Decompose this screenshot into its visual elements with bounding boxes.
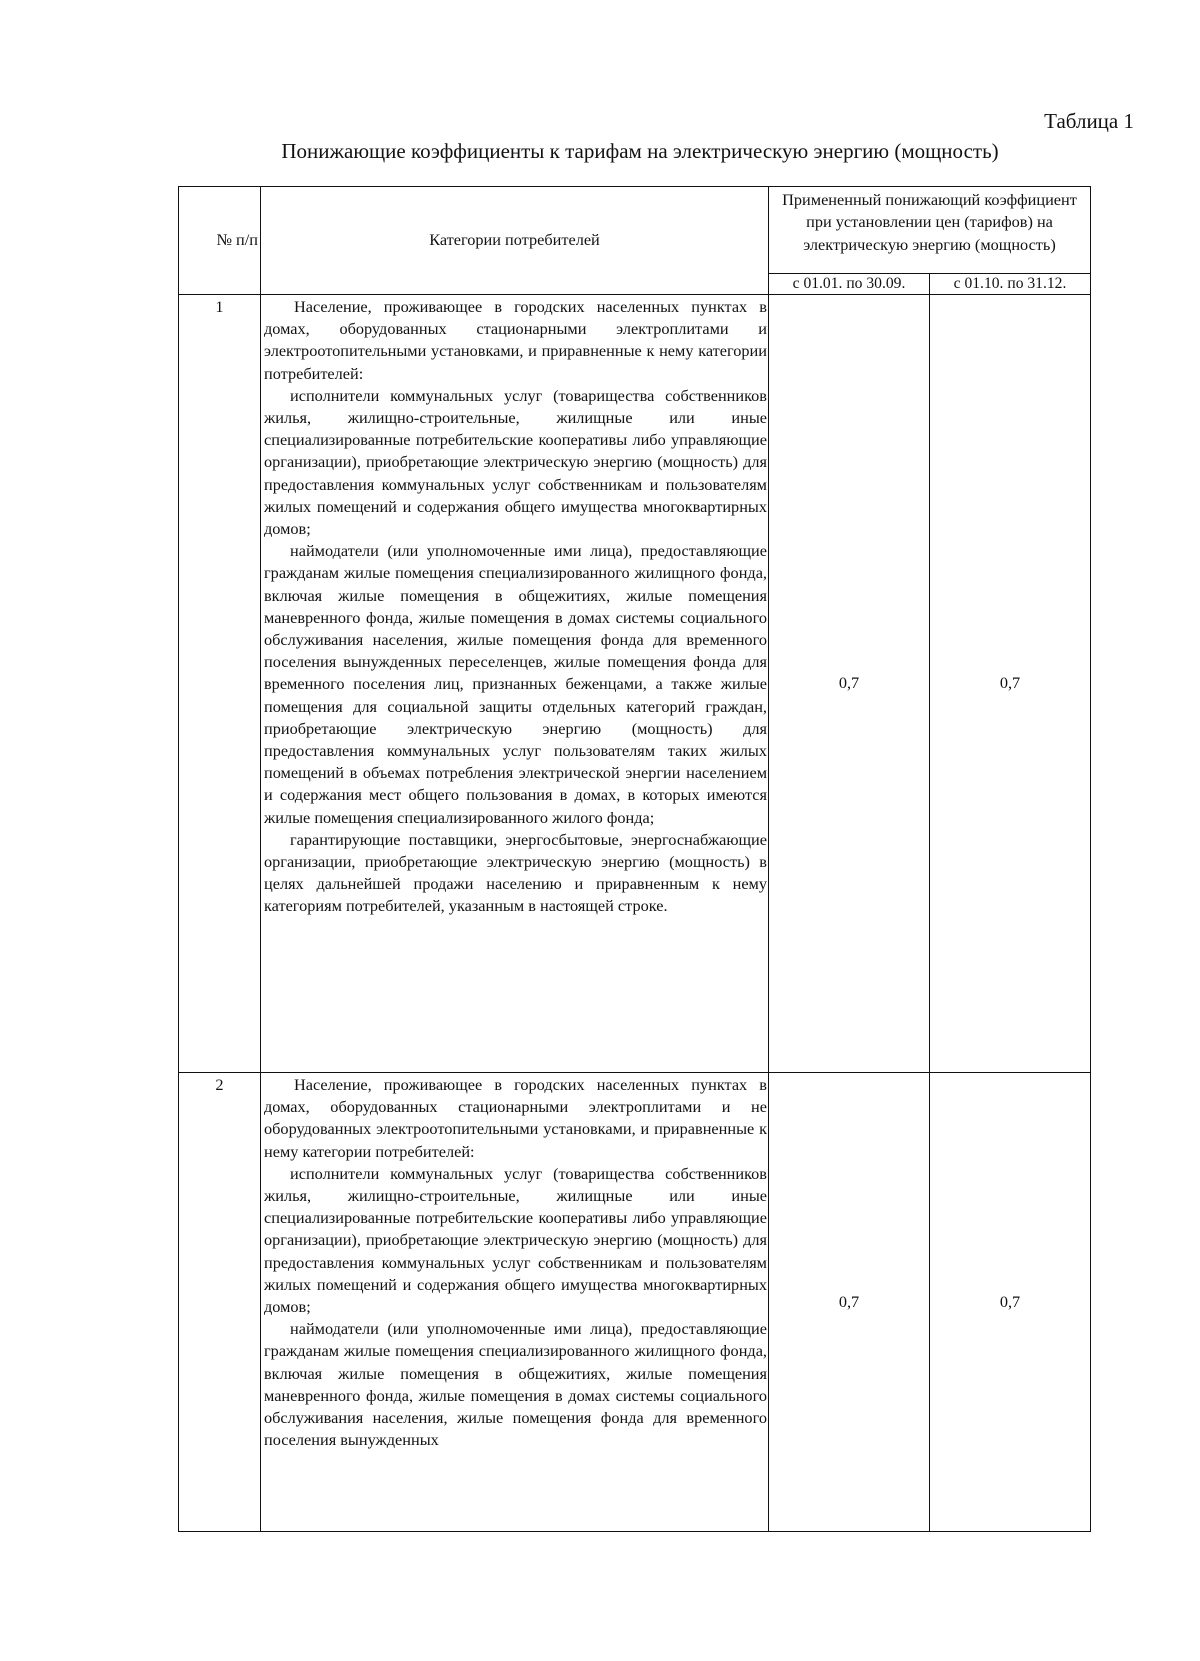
coefficients-table (178, 186, 1091, 1532)
header-row (179, 187, 1091, 274)
category-paragraph: наймодатели (или уполномоченные ими лица), предоставляющие гражданам жилые помещения специализированного жилищного фонда, включая жилые помещения в общежитиях, жилые помещения маневренного фонда, жилые помещения в домах системы социального обслуживания населения, жилые помещения фонда для временного поселения вынужденных переселенцев, жилые помещения фонда для временного поселения лиц, признанных беженцами, а также жилые помещения для социальной защиты отдельных категорий граждан, приобретающие электрическую энергию (мощность) для предоставления коммунальных услуг пользователям таких жилых помещений в объемах потребления электрической энергии населением и содержания мест общего пользования в домах, в которых имеются жилые помещения специализированного жилого фонда; (264, 541, 767, 827)
category-paragraph: исполнители коммунальных услуг (товарищества собственников жилья, жилищно-строительные, жилищные или иные специализированные потребительские кооперативы либо управляющие организации), приобретающие электрическую энергию (мощность) для предоставления коммунальных услуг собственникам и пользователям жилых помещений и содержания общего имущества многоквартирных домов; (264, 1163, 767, 1317)
header-number: № п/п (179, 187, 261, 295)
header-period-2: с 01.10. по 31.12. (930, 274, 1091, 295)
row-number: 2 (179, 1073, 261, 1532)
table-number: Таблица 1 (1044, 109, 1134, 133)
header-coefficient: Примененный понижающий коэффициент при установлении цен (тарифов) на электрическую энергию (мощность) (769, 187, 1091, 274)
coefficient-value: 0,7 (769, 1073, 930, 1532)
category-paragraph: Население, проживающее в городских населенных пунктах в домах, оборудованных стационарными электроплитами и не оборудованных электроотопительными установками, и приравненные к нему категории потребителей: (264, 1075, 767, 1161)
header-category: Категории потребителей (261, 187, 769, 295)
category-paragraph: гарантирующие поставщики, энергосбытовые, энергоснабжающие организации, приобретающие электрическую энергию (мощность) в целях дальнейшей продажи населению и приравненным к нему категориям потребителей, указанным в настоящей строке. (264, 829, 767, 916)
coefficient-value: 0,7 (930, 295, 1091, 1073)
category-paragraph: исполнители коммунальных услуг (товарищества собственников жилья, жилищно-строительные, жилищные или иные специализированные потребительские кооперативы либо управляющие организации), приобретающие электрическую энергию (мощность) для предоставления коммунальных услуг собственникам и пользователям жилых помещений и содержания общего имущества многоквартирных домов; (264, 385, 767, 539)
header-period-1: с 01.01. по 30.09. (769, 274, 930, 295)
row-number: 1 (179, 295, 261, 1073)
coefficient-value: 0,7 (930, 1073, 1091, 1532)
document-title: Понижающие коэффициенты к тарифам на электрическую энергию (мощность) (281, 139, 999, 163)
category-cell (261, 295, 769, 1073)
coefficient-value: 0,7 (769, 295, 930, 1073)
table-row (179, 1073, 1091, 1532)
table-row (179, 295, 1091, 1073)
category-paragraph: наймодатели (или уполномоченные ими лица), предоставляющие гражданам жилые помещения специализированного жилищного фонда, включая жилые помещения в общежитиях, жилые помещения маневренного фонда, жилые помещения в домах системы социального обслуживания населения, жилые помещения фонда для временного поселения вынужденных (264, 1319, 767, 1450)
category-cell (261, 1073, 769, 1532)
category-paragraph: Население, проживающее в городских населенных пунктах в домах, оборудованных стационарными электроплитами и электроотопительными установками, и приравненные к нему категории потребителей: (264, 297, 767, 383)
